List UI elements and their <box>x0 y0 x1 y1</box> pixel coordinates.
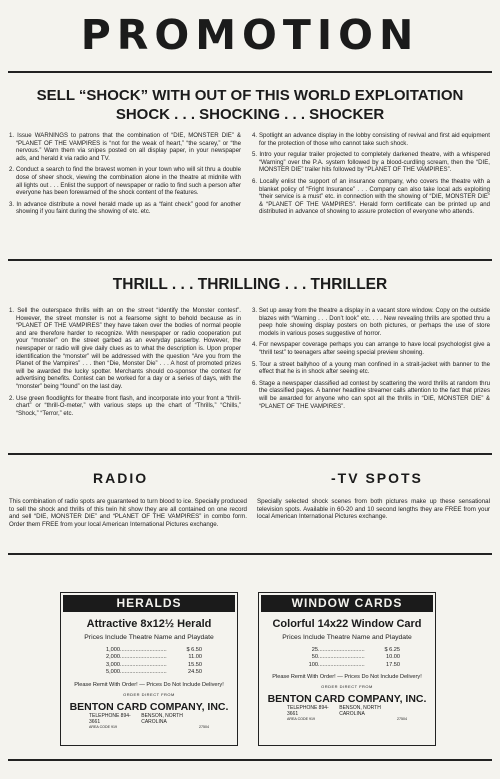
thrill-right-column <box>252 307 490 414</box>
exploitation-left-column <box>9 132 241 220</box>
divider <box>8 553 492 555</box>
heralds-price-list <box>96 647 202 677</box>
thrill-item: 5. Tour a street ballyhoo of a young man confined in a strait-jacket with banner to the effect that he is in shock after seeing etc. <box>252 360 490 376</box>
price-row: 100 .............................. 17.50 <box>308 661 400 668</box>
window-cards-box <box>258 592 436 746</box>
tv-spots-heading: -TV SPOTS <box>331 470 423 486</box>
thrill-item: 2. Use green floodlights for theatre front flash, and incorporate into your front a “thrill-chart” or “thrill-O-meter,” with various steps up the chart of “Thrills,” “Chills,” “Shock,” “Terror,” etc. <box>9 394 241 417</box>
window-cards-header: WINDOW CARDS <box>261 595 433 612</box>
divider <box>8 259 492 261</box>
heralds-order-note: ORDER DIRECT FROM <box>123 691 175 697</box>
heralds-subtitle: Prices Include Theatre Name and Playdate <box>84 634 214 641</box>
divider <box>8 759 492 761</box>
exploitation-item: 5. Intro your regular trailer projected to completely darkened theatre, with a whispered “Warning” over the P.A. system followed by a blood-curdling scream, then the “DIE, MONSTER DIE” trailer hits followed by “PLANET OF THE VAMPIRES”. <box>252 151 490 174</box>
heralds-header: HERALDS <box>63 595 235 612</box>
price-row: 25 .............................. $ 6.25 <box>311 647 400 653</box>
heralds-remit-note: Please Remit With Order! — Prices Do Not Include Delivery! <box>74 681 224 688</box>
thrill-item: 4. For newspaper coverage perhaps you can arrange to have local psychologist give a “thrill test” to teenagers after seeing special preview showing. <box>252 341 490 356</box>
page-title: PROMOTION <box>80 11 420 59</box>
divider <box>8 71 492 73</box>
thrill-item: 3. Set up away from the theatre a display in a vacant store window. Copy on the outside blazes with “Warning . . . Don’t look” etc. . . . New revealing thrills are spotted thru a peep hole showing display posters on both pictures, or perhaps the use of store models in various poses suggestive of horror. <box>252 307 490 337</box>
exploitation-headline: SELL “SHOCK” WITH OUT OF THIS WORLD EXPLOITATION <box>36 87 464 104</box>
thrill-item: 1. Sell the outerspace thrills with an on the street “identify the Monster contest”. However, the street monster is not a fearsome sight to behold because as in “PLANET OF THE VAMPIRES” they have taken over the bodies of normal people and are therefore harder to recognize. With newspaper or radio cooperation put your “monster” on the street garbed as an everyday passerby. However, the newspaper or radio will give daily clues as to what the description is. Upon proper identification the “monster” will be addressed with the question “Are you from the Planet of the Vampires” . . . then “Die, Monster Die” . . . A host of promoted prizes will be awarded the lucky spotter. Merchants should co-sponsor the contest for advertising benefits. Contest can be worked for a day or a series of days, with the “monster” being “found” on the last day. <box>9 307 241 390</box>
price-row: 1,000 .............................. $ 6.50 <box>106 647 202 653</box>
exploitation-item: 6. Locally enlist the support of an insurance company, who covers the theatre with a blanket policy of “Fright Insurance” . . . Company can also take local ads exploiting “their service is a must” etc. in connection with the showing of “DIE, MONSTER DIE” & “PLANET OF THE VAMPIRES”. Herald form certificate can be printed up and distributed in advance of showing to assure protection of everyone who attends. <box>252 177 490 216</box>
window-cards-order-note: ORDER DIRECT FROM <box>321 684 373 690</box>
radio-heading: RADIO <box>93 470 149 486</box>
exploitation-subhead: SHOCK . . . SHOCKING . . . SHOCKER <box>115 106 385 123</box>
exploitation-item: 1. Issue WARNINGS to patrons that the combination of “DIE, MONSTER DIE” & “PLANET OF THE VAMPIRES is “not for the weak of heart,” “the scarey,” or “the nervous.” Warn them via snipes posted on all display paper, in your newspaper ads, and herald it via radio and TV. <box>9 132 241 162</box>
price-row: 3,000 .............................. 15.50 <box>106 661 202 668</box>
divider <box>8 453 492 455</box>
price-row: 50 .............................. 10.00 <box>311 654 400 661</box>
thrill-item: 6. Stage a newspaper classified ad contest by scattering the word thrills at random thru the classified pages. A banner headline streamer calls attention to the fact that prizes will be awarded for anyone who can spot all the thrills in “DIE, MONSTER DIE” & “PLANET OF THE VAMPIRES”. <box>252 379 490 410</box>
heralds-contact: TELEPHONE 894-3661 BENSON, NORTH CAROLINA <box>89 712 183 725</box>
window-cards-area: AREA CODE 919 27504 <box>287 717 407 722</box>
exploitation-item: 2. Conduct a search to find the bravest women in your town who will sit thru a double dose of sheer shock, viewing the combination alone in the theatre at midnite with all lights out . . . Enlist the support of newspaper or radio to find such a person after everyone has been forewarned of the shock content of the features. <box>9 166 241 197</box>
heralds-title: Attractive 8x12½ Herald <box>86 618 212 630</box>
tv-spots-body: Specially selected shock scenes from both pictures make up these sensational television spots. Available in 60-20 and 10 second lengths they are FREE from your local American International Pictures exchange. <box>257 498 490 521</box>
price-row: 5,000 .............................. 24.50 <box>106 669 202 676</box>
exploitation-item: 3. In advance distribute a novel herald made up as a “faint check” good for another showing if you faint during the showing of etc. etc. <box>9 200 241 216</box>
exploitation-item: 4. Spotlight an advance display in the lobby consisting of revival and first aid equipment for the protection of those who cannot take such shock. <box>252 132 490 147</box>
exploitation-right-column <box>252 132 490 220</box>
price-row: 2,000 .............................. 11.00 <box>106 654 202 661</box>
heralds-company: BENTON CARD COMPANY, INC. <box>69 700 229 713</box>
thrill-headline: THRILL . . . THRILLING . . . THRILLER <box>112 276 388 293</box>
window-cards-price-list <box>294 647 400 669</box>
thrill-left-column <box>9 307 241 421</box>
window-cards-subtitle: Prices Include Theatre Name and Playdate <box>282 634 412 641</box>
radio-body: This combination of radio spots are guaranteed to turn blood to ice. Specially produced to sell the shock and thrills of this twin hit show they are all contained on one record and sell “DIE, MONSTER DIE” and “PLANET OF THE VAMPIRES” in combo form. Order them FREE from your local American International Pictures exchange. <box>9 498 247 528</box>
heralds-area: AREA CODE 919 27504 <box>89 724 209 729</box>
window-cards-company: BENTON CARD COMPANY, INC. <box>267 693 427 706</box>
window-cards-title: Colorful 14x22 Window Card <box>272 618 422 630</box>
window-cards-contact: TELEPHONE 894-3661 BENSON, NORTH CAROLINA <box>287 705 381 718</box>
heralds-box <box>60 592 238 746</box>
window-cards-remit-note: Please Remit With Order! — Prices Do Not Include Delivery! <box>272 674 422 681</box>
